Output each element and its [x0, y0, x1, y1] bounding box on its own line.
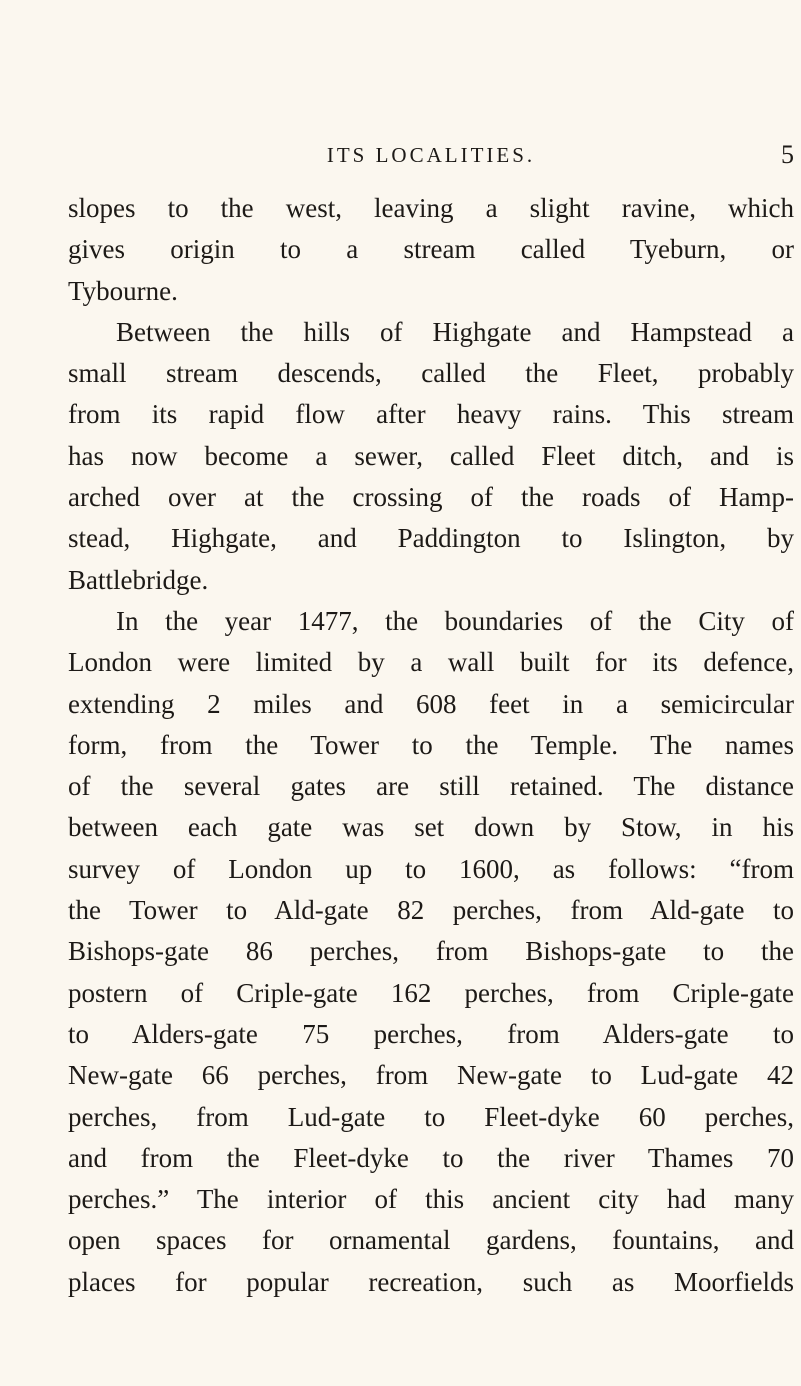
text-line: small stream descends, called the Fleet, probably — [68, 358, 794, 389]
text-line: has now become a sewer, called Fleet ditch, and is — [68, 440, 794, 471]
body-text — [68, 188, 794, 1303]
text-line: to Alders-gate 75 perches, from Alders-gate to — [68, 1018, 794, 1049]
text-line: between each gate was set down by Stow, in his — [68, 812, 794, 843]
text-line: gives origin to a stream called Tyeburn, or — [68, 234, 794, 265]
text-line: Battlebridge. — [68, 564, 209, 595]
page-number: 5 — [781, 140, 794, 169]
text-line: perches, from Lud-gate to Fleet-dyke 60 perches, — [68, 1101, 794, 1132]
text-line: postern of Criple-gate 162 perches, from Criple-gate — [68, 977, 794, 1008]
text-line: Between the hills of Highgate and Hampstead a — [116, 316, 794, 347]
text-line: and from the Fleet-dyke to the river Thames 70 — [68, 1142, 794, 1173]
text-line: perches.” The interior of this ancient city had many — [68, 1184, 794, 1215]
text-line: Bishops-gate 86 perches, from Bishops-gate to the — [68, 936, 794, 967]
text-line: survey of London up to 1600, as follows: “from — [68, 853, 794, 884]
text-line: stead, Highgate, and Paddington to Islington, by — [68, 523, 794, 554]
text-line: Tybourne. — [68, 275, 178, 306]
text-line: New-gate 66 perches, from New-gate to Lud-gate 42 — [68, 1060, 794, 1091]
text-line: places for popular recreation, such as Moorfields — [68, 1266, 794, 1297]
text-line: In the year 1477, the boundaries of the City of — [116, 605, 794, 636]
text-line: the Tower to Ald-gate 82 perches, from Ald-gate to — [68, 895, 794, 926]
text-line: extending 2 miles and 608 feet in a semicircular — [68, 688, 794, 719]
text-line: of the several gates are still retained. The distance — [68, 771, 794, 802]
text-line: form, from the Tower to the Temple. The names — [68, 729, 794, 760]
running-title: ITS LOCALITIES. — [326, 143, 536, 167]
text-line: arched over at the crossing of the roads of Hamp- — [68, 482, 794, 513]
text-line: open spaces for ornamental gardens, fountains, and — [68, 1225, 794, 1256]
text-line: slopes to the west, leaving a slight ravine, which — [68, 193, 794, 223]
text-line: London were limited by a wall built for its defence, — [68, 647, 794, 678]
text-line: from its rapid flow after heavy rains. This stream — [68, 399, 794, 430]
running-head — [68, 140, 794, 170]
